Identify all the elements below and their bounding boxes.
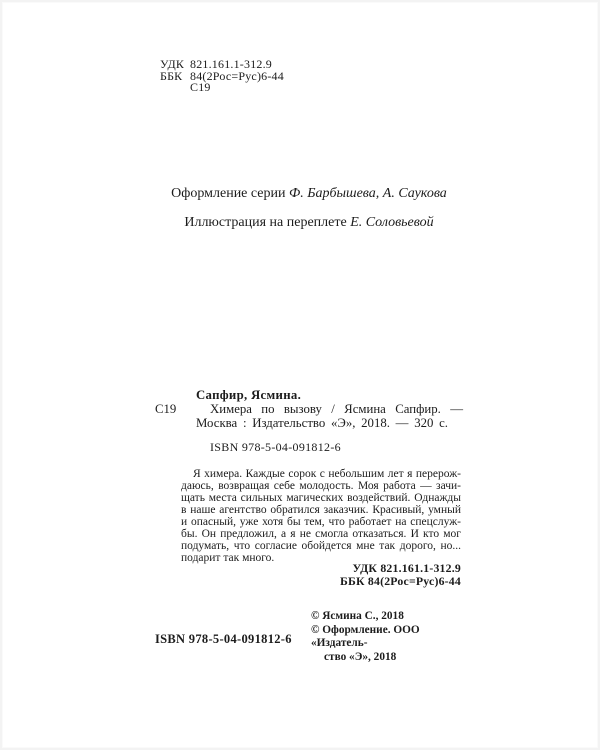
isbn-bottom: ISBN 978-5-04-091812-6 [155,632,292,646]
illustration-credit-prefix: Иллюстрация на переплете [184,215,351,230]
bottom-bbk: ББК 84(2Рос=Рус)6-44 [339,573,461,588]
annotation-line: бы. Он предложил, а я не смогла отказаться. И кто мог [181,528,461,540]
top-classification-codes [160,59,284,94]
bbk-line [160,68,284,83]
design-credit-separator: , [375,186,383,201]
design-credit-prefix: Оформление серии [171,186,289,201]
bbk-value: 84(2Рос=Рус)6-44 [190,68,284,83]
illustration-credit-name: Е. Соловьевой [350,215,434,230]
design-credit-name-2: А. Саукова [382,186,447,201]
annotation-line: подарит так много. [181,552,275,564]
copyright-block [311,610,476,664]
catalog-isbn: ISBN 978-5-04-091812-6 [210,440,341,455]
catalog-title-line: Химера по вызову / Ясмина Сапфир. — [210,401,463,416]
series-design-credit [155,186,463,202]
catalog-title-row [155,403,463,417]
bottom-classification-codes [340,562,461,587]
catalog-imprint-line: Москва : Издательство «Э», 2018. — 320 с. [196,415,448,430]
copyright-publisher: © Оформление. ООО «Издатель- [311,623,420,649]
annotation-line: Я химера. Каждые сорок с небольшим лет я перерож- [193,468,461,480]
design-credit-name-1: Ф. Барбышева [288,186,376,201]
author-sign-code: С19 [190,80,211,94]
annotation-line: и опасный, уже хотя бы тем, что работает на спецслуж- [181,516,461,528]
bibliographic-entry [155,389,463,455]
catalog-author-heading: Сапфир, Ясмина. [196,388,302,402]
annotation-line: даюсь, возвращая себе молодость. Моя работа — зачи- [181,480,461,492]
udk-label: УДК [160,57,185,71]
cover-illustration-credit [155,215,463,231]
catalog-author-code: С19 [155,401,177,416]
book-annotation [181,468,461,564]
copyright-publisher-continued: ство «Э», 2018 [324,650,397,663]
annotation-line: в наше агентство обратился заказчик. Красивый, умный [181,504,461,516]
annotation-line: щать места сильных магических воздействий. Однажды [181,492,461,504]
copyright-author: © Ясмина С., 2018 [311,610,404,622]
udk-value: 821.161.1-312.9 [190,57,272,71]
bbk-label: ББК [160,68,183,83]
annotation-line: подумать, что согласие обойдется мне так дорого, но... [181,540,461,552]
bottom-udk: УДК 821.161.1-312.9 [352,561,461,575]
